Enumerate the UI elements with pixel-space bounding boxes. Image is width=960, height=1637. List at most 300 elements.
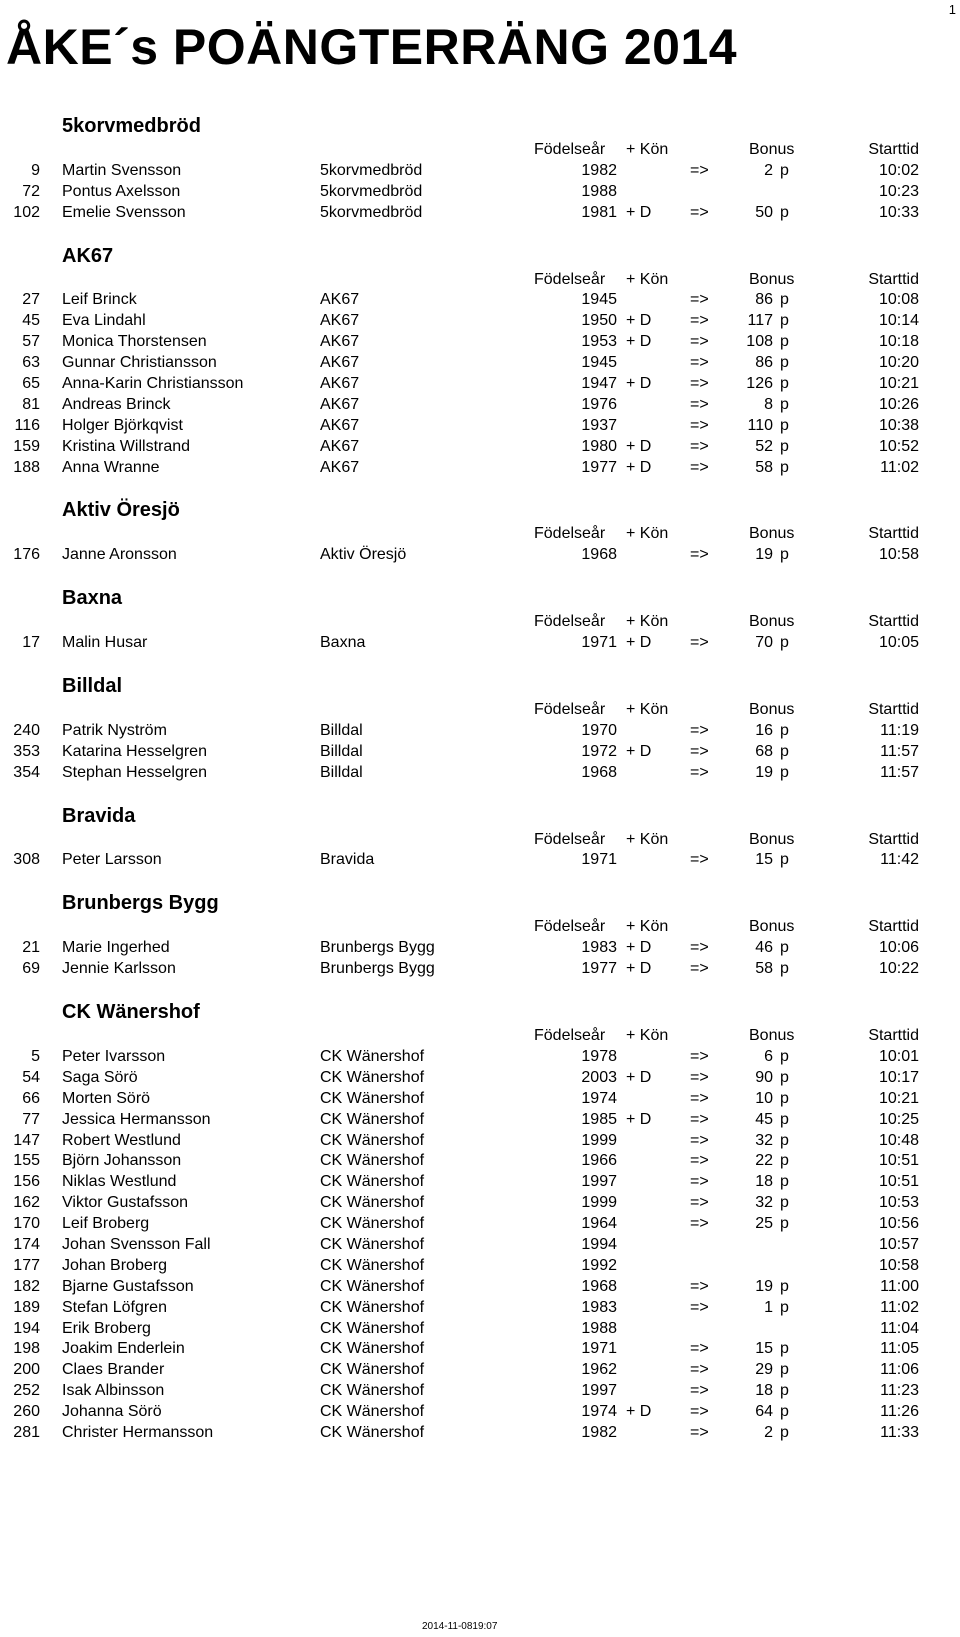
- bonus-arrow: =>: [690, 395, 709, 413]
- participant-name: Patrik Nyström: [62, 721, 167, 739]
- bonus-unit: p: [780, 1340, 789, 1358]
- column-headers: [0, 917, 960, 938]
- table-row: [0, 311, 960, 332]
- bonus-unit: p: [780, 333, 789, 351]
- gender-marker: + D: [626, 960, 652, 978]
- bonus-unit: p: [780, 634, 789, 652]
- birth-year: 1999: [581, 1131, 617, 1149]
- club-heading: CK Wänershof: [62, 1001, 200, 1024]
- start-time: 10:22: [878, 960, 919, 978]
- bonus-points: 58: [755, 458, 773, 476]
- bonus-arrow: =>: [690, 1152, 709, 1170]
- start-number: 102: [13, 203, 40, 221]
- header-gender: + Kön: [626, 525, 669, 543]
- bonus-unit: p: [780, 416, 789, 434]
- birth-year: 1974: [581, 1089, 617, 1107]
- start-number: 177: [13, 1256, 40, 1274]
- start-time: 10:06: [878, 939, 919, 957]
- table-row: [0, 763, 960, 784]
- birth-year: 1964: [581, 1215, 617, 1233]
- bonus-arrow: =>: [690, 763, 709, 781]
- bonus-arrow: =>: [690, 458, 709, 476]
- start-time: 10:57: [878, 1235, 919, 1253]
- start-time: 11:02: [880, 1298, 919, 1316]
- participant-name: Leif Broberg: [62, 1215, 150, 1233]
- participant-club: CK Wänershof: [320, 1194, 425, 1212]
- participant-club: CK Wänershof: [320, 1235, 425, 1253]
- participant-club: Billdal: [320, 763, 363, 781]
- bonus-unit: p: [780, 1382, 789, 1400]
- bonus-points: 68: [755, 742, 773, 760]
- start-time: 10:20: [878, 354, 919, 372]
- bonus-points: 1: [764, 1298, 773, 1316]
- participant-name: Robert Westlund: [62, 1131, 181, 1149]
- club-section: [0, 998, 960, 1444]
- header-bonus: Bonus: [749, 701, 795, 719]
- start-number: 116: [14, 416, 40, 434]
- participant-club: AK67: [320, 291, 360, 309]
- participant-name: Monica Thorstensen: [62, 333, 207, 351]
- start-time: 10:53: [878, 1194, 919, 1212]
- start-time: 11:26: [880, 1403, 919, 1421]
- start-time: 10:02: [878, 161, 919, 179]
- bonus-unit: p: [780, 458, 789, 476]
- table-row: [0, 1214, 960, 1235]
- club-section: [0, 889, 960, 980]
- bonus-points: 18: [755, 1382, 773, 1400]
- birth-year: 1974: [581, 1403, 617, 1421]
- participant-name: Isak Albinsson: [62, 1382, 165, 1400]
- bonus-unit: p: [780, 1423, 789, 1441]
- participant-club: CK Wänershof: [320, 1423, 425, 1441]
- bonus-points: 19: [755, 546, 773, 564]
- participant-name: Andreas Brinck: [62, 395, 171, 413]
- birth-year: 1997: [581, 1382, 617, 1400]
- start-time: 11:23: [880, 1382, 919, 1400]
- participant-club: CK Wänershof: [320, 1277, 425, 1295]
- start-number: 54: [22, 1068, 40, 1086]
- participant-club: Aktiv Öresjö: [320, 546, 407, 564]
- header-gender: + Kön: [626, 613, 669, 631]
- column-headers: [0, 700, 960, 721]
- participant-name: Peter Ivarsson: [62, 1047, 166, 1065]
- participant-name: Emelie Svensson: [62, 203, 186, 221]
- start-number: 182: [13, 1277, 40, 1295]
- column-headers: [0, 270, 960, 291]
- club-heading: Baxna: [62, 587, 123, 610]
- birth-year: 1968: [581, 546, 617, 564]
- bonus-points: 117: [747, 312, 773, 330]
- bonus-points: 52: [755, 437, 773, 455]
- bonus-unit: p: [780, 161, 789, 179]
- header-start-time: Starttid: [868, 141, 919, 158]
- bonus-points: 19: [755, 1277, 773, 1295]
- bonus-arrow: =>: [690, 546, 709, 564]
- header-gender: + Kön: [626, 830, 669, 848]
- participant-club: CK Wänershof: [320, 1319, 425, 1337]
- bonus-points: 2: [764, 161, 773, 179]
- start-time: 10:01: [878, 1047, 919, 1065]
- club-section: [0, 496, 960, 566]
- participant-club: Brunbergs Bygg: [320, 939, 435, 957]
- column-headers: [0, 524, 960, 545]
- birth-year: 1945: [581, 291, 617, 309]
- participant-name: Pontus Axelsson: [62, 182, 181, 200]
- birth-year: 1980: [581, 437, 617, 455]
- participant-club: CK Wänershof: [320, 1173, 425, 1191]
- bonus-arrow: =>: [690, 1047, 709, 1065]
- birth-year: 1970: [581, 721, 617, 739]
- bonus-points: 6: [764, 1047, 773, 1065]
- header-gender: + Kön: [626, 1027, 669, 1045]
- header-birth-year: Födelseår: [534, 830, 606, 848]
- start-time: 11:57: [880, 763, 919, 781]
- header-start-time: Starttid: [868, 918, 919, 936]
- start-time: 11:04: [880, 1319, 919, 1337]
- gender-marker: + D: [626, 1068, 652, 1086]
- birth-year: 1968: [581, 1277, 617, 1295]
- participant-club: CK Wänershof: [320, 1382, 425, 1400]
- header-birth-year: Födelseår: [534, 1027, 606, 1045]
- bonus-unit: p: [780, 851, 789, 869]
- birth-year: 1971: [581, 1340, 617, 1358]
- participant-club: 5korvmedbröd: [320, 161, 423, 179]
- start-time: 11:57: [880, 742, 919, 760]
- birth-year: 1994: [581, 1235, 617, 1253]
- start-time: 10:05: [878, 634, 919, 652]
- gender-marker: + D: [626, 939, 652, 957]
- participant-club: Baxna: [320, 634, 366, 652]
- start-time: 10:17: [878, 1068, 919, 1086]
- start-number: 45: [22, 312, 40, 330]
- participant-club: CK Wänershof: [320, 1403, 425, 1421]
- header-bonus: Bonus: [749, 270, 795, 288]
- start-number: 5: [31, 1047, 40, 1065]
- start-number: 188: [13, 458, 40, 476]
- start-time: 10:58: [878, 1256, 919, 1274]
- participant-name: Marie Ingerhed: [62, 939, 170, 957]
- start-time: 10:56: [878, 1215, 919, 1233]
- start-number: 66: [22, 1089, 40, 1107]
- start-time: 11:33: [880, 1423, 919, 1441]
- bonus-points: 19: [755, 763, 773, 781]
- start-time: 10:52: [878, 437, 919, 455]
- participant-club: Billdal: [320, 721, 363, 739]
- bonus-points: 70: [755, 634, 773, 652]
- bonus-arrow: =>: [690, 742, 709, 760]
- birth-year: 1982: [581, 1423, 617, 1441]
- start-number: 194: [13, 1319, 40, 1337]
- participant-name: Johan Svensson Fall: [62, 1235, 211, 1253]
- start-time: 11:19: [880, 721, 919, 739]
- bonus-unit: p: [780, 721, 789, 739]
- start-time: 10:21: [878, 375, 919, 393]
- table-row: [0, 1110, 960, 1131]
- bonus-arrow: =>: [690, 1298, 709, 1316]
- club-section: [0, 672, 960, 784]
- header-bonus: Bonus: [749, 141, 795, 158]
- table-row: [0, 161, 960, 182]
- participant-name: Viktor Gustafsson: [62, 1194, 188, 1212]
- participant-name: Morten Sörö: [62, 1089, 151, 1107]
- birth-year: 1985: [581, 1110, 617, 1128]
- participant-name: Stephan Hesselgren: [62, 763, 207, 781]
- start-number: 176: [13, 546, 40, 564]
- gender-marker: + D: [626, 742, 652, 760]
- header-start-time: Starttid: [868, 1027, 919, 1045]
- participant-name: Katarina Hesselgren: [62, 742, 207, 760]
- bonus-arrow: =>: [690, 1423, 709, 1441]
- club-list: [0, 112, 960, 1462]
- table-row: [0, 458, 960, 479]
- start-number: 252: [13, 1382, 40, 1400]
- column-headers: [0, 140, 960, 161]
- start-time: 10:18: [878, 333, 919, 351]
- bonus-unit: p: [780, 354, 789, 372]
- bonus-arrow: =>: [690, 634, 709, 652]
- bonus-unit: p: [780, 1152, 789, 1170]
- gender-marker: + D: [626, 437, 652, 455]
- header-birth-year: Födelseår: [534, 918, 606, 936]
- table-row: [0, 1360, 960, 1381]
- bonus-arrow: =>: [690, 437, 709, 455]
- bonus-points: 50: [755, 203, 773, 221]
- start-time: 10:48: [878, 1131, 919, 1149]
- start-time: 10:38: [878, 416, 919, 434]
- start-number: 189: [13, 1298, 40, 1316]
- club-heading: Billdal: [62, 675, 123, 698]
- bonus-unit: p: [780, 939, 789, 957]
- participant-club: AK67: [320, 437, 360, 455]
- bonus-points: 90: [755, 1068, 773, 1086]
- bonus-arrow: =>: [690, 939, 709, 957]
- start-number: 200: [13, 1361, 40, 1379]
- start-number: 353: [13, 742, 40, 760]
- bonus-arrow: =>: [690, 354, 709, 372]
- bonus-unit: p: [780, 1089, 789, 1107]
- header-gender: + Kön: [626, 270, 669, 288]
- bonus-unit: p: [780, 291, 789, 309]
- birth-year: 1983: [581, 939, 617, 957]
- table-row: [0, 1339, 960, 1360]
- bonus-points: 18: [755, 1173, 773, 1191]
- participant-club: CK Wänershof: [320, 1215, 425, 1233]
- bonus-arrow: =>: [690, 375, 709, 393]
- bonus-unit: p: [780, 1173, 789, 1191]
- birth-year: 2003: [581, 1068, 617, 1086]
- bonus-points: 126: [746, 375, 773, 393]
- participant-name: Martin Svensson: [62, 161, 182, 179]
- participant-name: Jessica Hermansson: [62, 1110, 211, 1128]
- participant-name: Niklas Westlund: [62, 1173, 177, 1191]
- participant-name: Janne Aronsson: [62, 546, 177, 564]
- table-row: [0, 203, 960, 224]
- club-heading: Brunbergs Bygg: [62, 892, 219, 915]
- participant-name: Leif Brinck: [62, 291, 137, 309]
- bonus-arrow: =>: [690, 721, 709, 739]
- birth-year: 1981: [581, 203, 617, 221]
- start-time: 10:26: [878, 395, 919, 413]
- bonus-points: 29: [755, 1361, 773, 1379]
- bonus-arrow: =>: [690, 161, 709, 179]
- participant-name: Kristina Willstrand: [62, 437, 191, 455]
- header-gender: + Kön: [626, 141, 669, 158]
- participant-name: Eva Lindahl: [62, 312, 146, 330]
- table-row: [0, 1256, 960, 1277]
- table-row: [0, 633, 960, 654]
- table-row: [0, 1131, 960, 1152]
- bonus-points: 86: [755, 291, 773, 309]
- participant-name: Jennie Karlsson: [62, 960, 176, 978]
- start-number: 281: [13, 1423, 40, 1441]
- start-number: 17: [22, 634, 40, 652]
- table-row: [0, 1298, 960, 1319]
- birth-year: 1966: [581, 1152, 617, 1170]
- bonus-unit: p: [780, 960, 789, 978]
- participant-name: Christer Hermansson: [62, 1423, 214, 1441]
- start-number: 240: [13, 721, 40, 739]
- bonus-arrow: =>: [690, 291, 709, 309]
- participant-club: AK67: [320, 333, 360, 351]
- bonus-unit: p: [780, 1403, 789, 1421]
- header-gender: + Kön: [626, 918, 669, 936]
- birth-year: 1945: [581, 354, 617, 372]
- participant-name: Claes Brander: [62, 1361, 165, 1379]
- participant-club: CK Wänershof: [320, 1340, 425, 1358]
- start-number: 81: [22, 395, 40, 413]
- start-number: 65: [22, 375, 40, 393]
- header-bonus: Bonus: [749, 525, 795, 543]
- table-row: [0, 1151, 960, 1172]
- bonus-arrow: =>: [690, 1382, 709, 1400]
- print-timestamp: 2014-11-0819:07: [422, 1621, 498, 1632]
- header-birth-year: Födelseår: [534, 270, 606, 288]
- header-start-time: Starttid: [868, 525, 919, 543]
- header-bonus: Bonus: [749, 918, 795, 936]
- birth-year: 1977: [581, 458, 617, 476]
- participant-club: AK67: [320, 375, 360, 393]
- participant-club: CK Wänershof: [320, 1068, 425, 1086]
- bonus-points: 108: [746, 333, 773, 351]
- bonus-unit: p: [780, 312, 789, 330]
- participant-name: Bjarne Gustafsson: [62, 1277, 194, 1295]
- birth-year: 1953: [581, 333, 617, 351]
- table-row: [0, 182, 960, 203]
- start-number: 69: [22, 960, 40, 978]
- participant-name: Gunnar Christiansson: [62, 354, 217, 372]
- table-row: [0, 332, 960, 353]
- start-time: 11:06: [880, 1361, 919, 1379]
- bonus-arrow: =>: [690, 1277, 709, 1295]
- table-row: [0, 1319, 960, 1340]
- participant-name: Saga Sörö: [62, 1068, 138, 1086]
- bonus-points: 58: [755, 960, 773, 978]
- table-row: [0, 1193, 960, 1214]
- bonus-arrow: =>: [690, 1173, 709, 1191]
- participant-club: CK Wänershof: [320, 1047, 425, 1065]
- participant-name: Stefan Löfgren: [62, 1298, 167, 1316]
- participant-club: 5korvmedbröd: [320, 182, 423, 200]
- bonus-unit: p: [780, 395, 789, 413]
- bonus-points: 25: [755, 1215, 773, 1233]
- club-heading: 5korvmedbröd: [62, 115, 201, 137]
- gender-marker: + D: [626, 333, 652, 351]
- gender-marker: + D: [626, 375, 652, 393]
- column-headers: [0, 1026, 960, 1047]
- bonus-unit: p: [780, 1131, 789, 1149]
- bonus-points: 45: [755, 1110, 773, 1128]
- participant-name: Anna-Karin Christiansson: [62, 375, 244, 393]
- bonus-arrow: =>: [690, 1068, 709, 1086]
- start-number: 170: [13, 1215, 40, 1233]
- participant-club: AK67: [320, 395, 360, 413]
- start-time: 10:33: [878, 203, 919, 221]
- start-number: 155: [13, 1152, 40, 1170]
- participant-club: AK67: [320, 354, 360, 372]
- table-row: [0, 1423, 960, 1444]
- page-title: ÅKE´s POÄNGTERRÄNG 2014: [6, 19, 738, 75]
- header-bonus: Bonus: [749, 830, 795, 848]
- club-section: [0, 242, 960, 479]
- bonus-points: 64: [755, 1403, 773, 1421]
- birth-year: 1962: [581, 1361, 617, 1379]
- participant-club: CK Wänershof: [320, 1110, 425, 1128]
- start-number: 147: [13, 1131, 40, 1149]
- start-number: 72: [22, 182, 40, 200]
- participant-name: Johan Broberg: [62, 1256, 167, 1274]
- bonus-unit: p: [780, 1361, 789, 1379]
- birth-year: 1997: [581, 1173, 617, 1191]
- table-row: [0, 721, 960, 742]
- participant-club: AK67: [320, 416, 360, 434]
- bonus-points: 16: [755, 721, 773, 739]
- table-row: [0, 1172, 960, 1193]
- start-number: 21: [22, 939, 40, 957]
- bonus-arrow: =>: [690, 333, 709, 351]
- bonus-points: 15: [755, 1340, 773, 1358]
- table-row: [0, 1235, 960, 1256]
- participant-name: Erik Broberg: [62, 1319, 151, 1337]
- start-number: 198: [13, 1340, 40, 1358]
- start-time: 11:05: [880, 1340, 919, 1358]
- birth-year: 1947: [581, 375, 617, 393]
- gender-marker: + D: [626, 203, 652, 221]
- participant-club: CK Wänershof: [320, 1131, 425, 1149]
- gender-marker: + D: [626, 312, 652, 330]
- bonus-arrow: =>: [690, 1403, 709, 1421]
- bonus-unit: p: [780, 1047, 789, 1065]
- start-time: 10:23: [878, 182, 919, 200]
- start-number: 260: [13, 1403, 40, 1421]
- participant-name: Johanna Sörö: [62, 1403, 162, 1421]
- birth-year: 1968: [581, 763, 617, 781]
- bonus-points: 8: [764, 395, 773, 413]
- bonus-unit: p: [780, 437, 789, 455]
- table-row: [0, 545, 960, 566]
- birth-year: 1999: [581, 1194, 617, 1212]
- birth-year: 1983: [581, 1298, 617, 1316]
- bonus-unit: p: [780, 1110, 789, 1128]
- table-row: [0, 1068, 960, 1089]
- bonus-unit: p: [780, 742, 789, 760]
- participant-name: Peter Larsson: [62, 851, 162, 869]
- bonus-unit: p: [780, 1068, 789, 1086]
- page-number: 1: [948, 2, 956, 17]
- birth-year: 1982: [581, 161, 617, 179]
- header-birth-year: Födelseår: [534, 613, 606, 631]
- bonus-arrow: =>: [690, 312, 709, 330]
- participant-club: CK Wänershof: [320, 1361, 425, 1379]
